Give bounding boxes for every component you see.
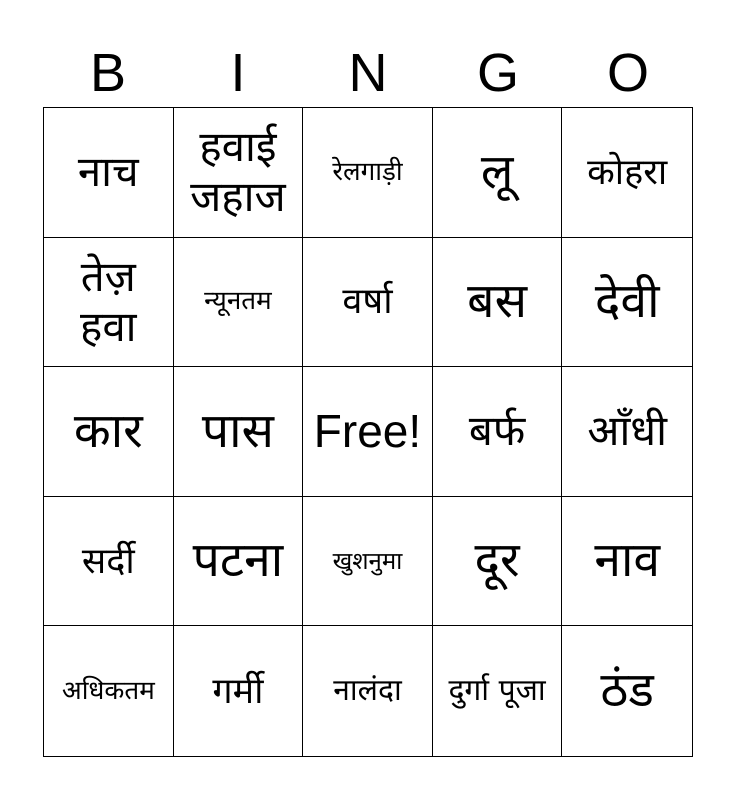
cell-text: कार [73, 402, 143, 459]
bingo-cell [174, 238, 304, 368]
cell-text: वर्षा [342, 281, 393, 323]
cell-text: बस [467, 273, 528, 330]
bingo-cell [303, 238, 433, 368]
bingo-cell [174, 626, 304, 756]
bingo-cell [562, 238, 692, 368]
bingo-cell [174, 367, 304, 497]
cell-text: कोहरा [587, 151, 668, 193]
header-letter-g: G [476, 43, 519, 103]
cell-text: नाच [77, 147, 139, 197]
bingo-cell [44, 238, 174, 368]
cell-text: सर्दी [81, 540, 135, 582]
cell-text: न्यूनतम [204, 286, 272, 317]
cell-text: तेज़ हवा [80, 251, 137, 351]
header-letter-n: N [348, 43, 388, 103]
bingo-cell [174, 497, 304, 627]
cell-text: गर्मी [212, 670, 264, 712]
bingo-cell [303, 497, 433, 627]
bingo-cell [433, 108, 563, 238]
header-letter-b: B [89, 43, 127, 103]
bingo-cell [44, 497, 174, 627]
cell-text: पटना [192, 532, 284, 589]
free-space-text: Free! [313, 404, 422, 457]
header-letter-o: O [606, 43, 649, 103]
header-letter-i: I [230, 43, 246, 103]
bingo-cell [303, 108, 433, 238]
cell-text: देवी [594, 273, 660, 330]
bingo-header [43, 40, 693, 106]
cell-text: दुर्गा पूजा [448, 673, 546, 709]
cell-text: नालंदा [333, 673, 402, 709]
cell-text: ठंड [600, 662, 654, 719]
bingo-cell [433, 497, 563, 627]
bingo-cell [562, 108, 692, 238]
bingo-cell [562, 626, 692, 756]
bingo-cell [562, 367, 692, 497]
bingo-cell [174, 108, 304, 238]
cell-text: नाव [594, 532, 661, 589]
cell-text: लू [480, 143, 514, 200]
bingo-cell [44, 367, 174, 497]
cell-text: दूर [474, 532, 520, 589]
bingo-cell [44, 108, 174, 238]
bingo-board [43, 107, 693, 757]
bingo-cell [433, 626, 563, 756]
cell-text: अधिकतम [61, 675, 155, 706]
cell-text: पास [201, 402, 274, 459]
cell-text: हवाई जहाज [190, 121, 286, 222]
bingo-cell [562, 497, 692, 627]
bingo-cell [303, 626, 433, 756]
bingo-cell [433, 238, 563, 368]
bingo-cell [44, 626, 174, 756]
cell-text: खुशनुमा [332, 546, 403, 575]
bingo-cell [433, 367, 563, 497]
cell-text: रेलगाड़ी [332, 156, 403, 187]
cell-text: बर्फ [468, 406, 526, 456]
cell-text: आँधी [587, 406, 668, 456]
free-space-cell [303, 367, 433, 497]
